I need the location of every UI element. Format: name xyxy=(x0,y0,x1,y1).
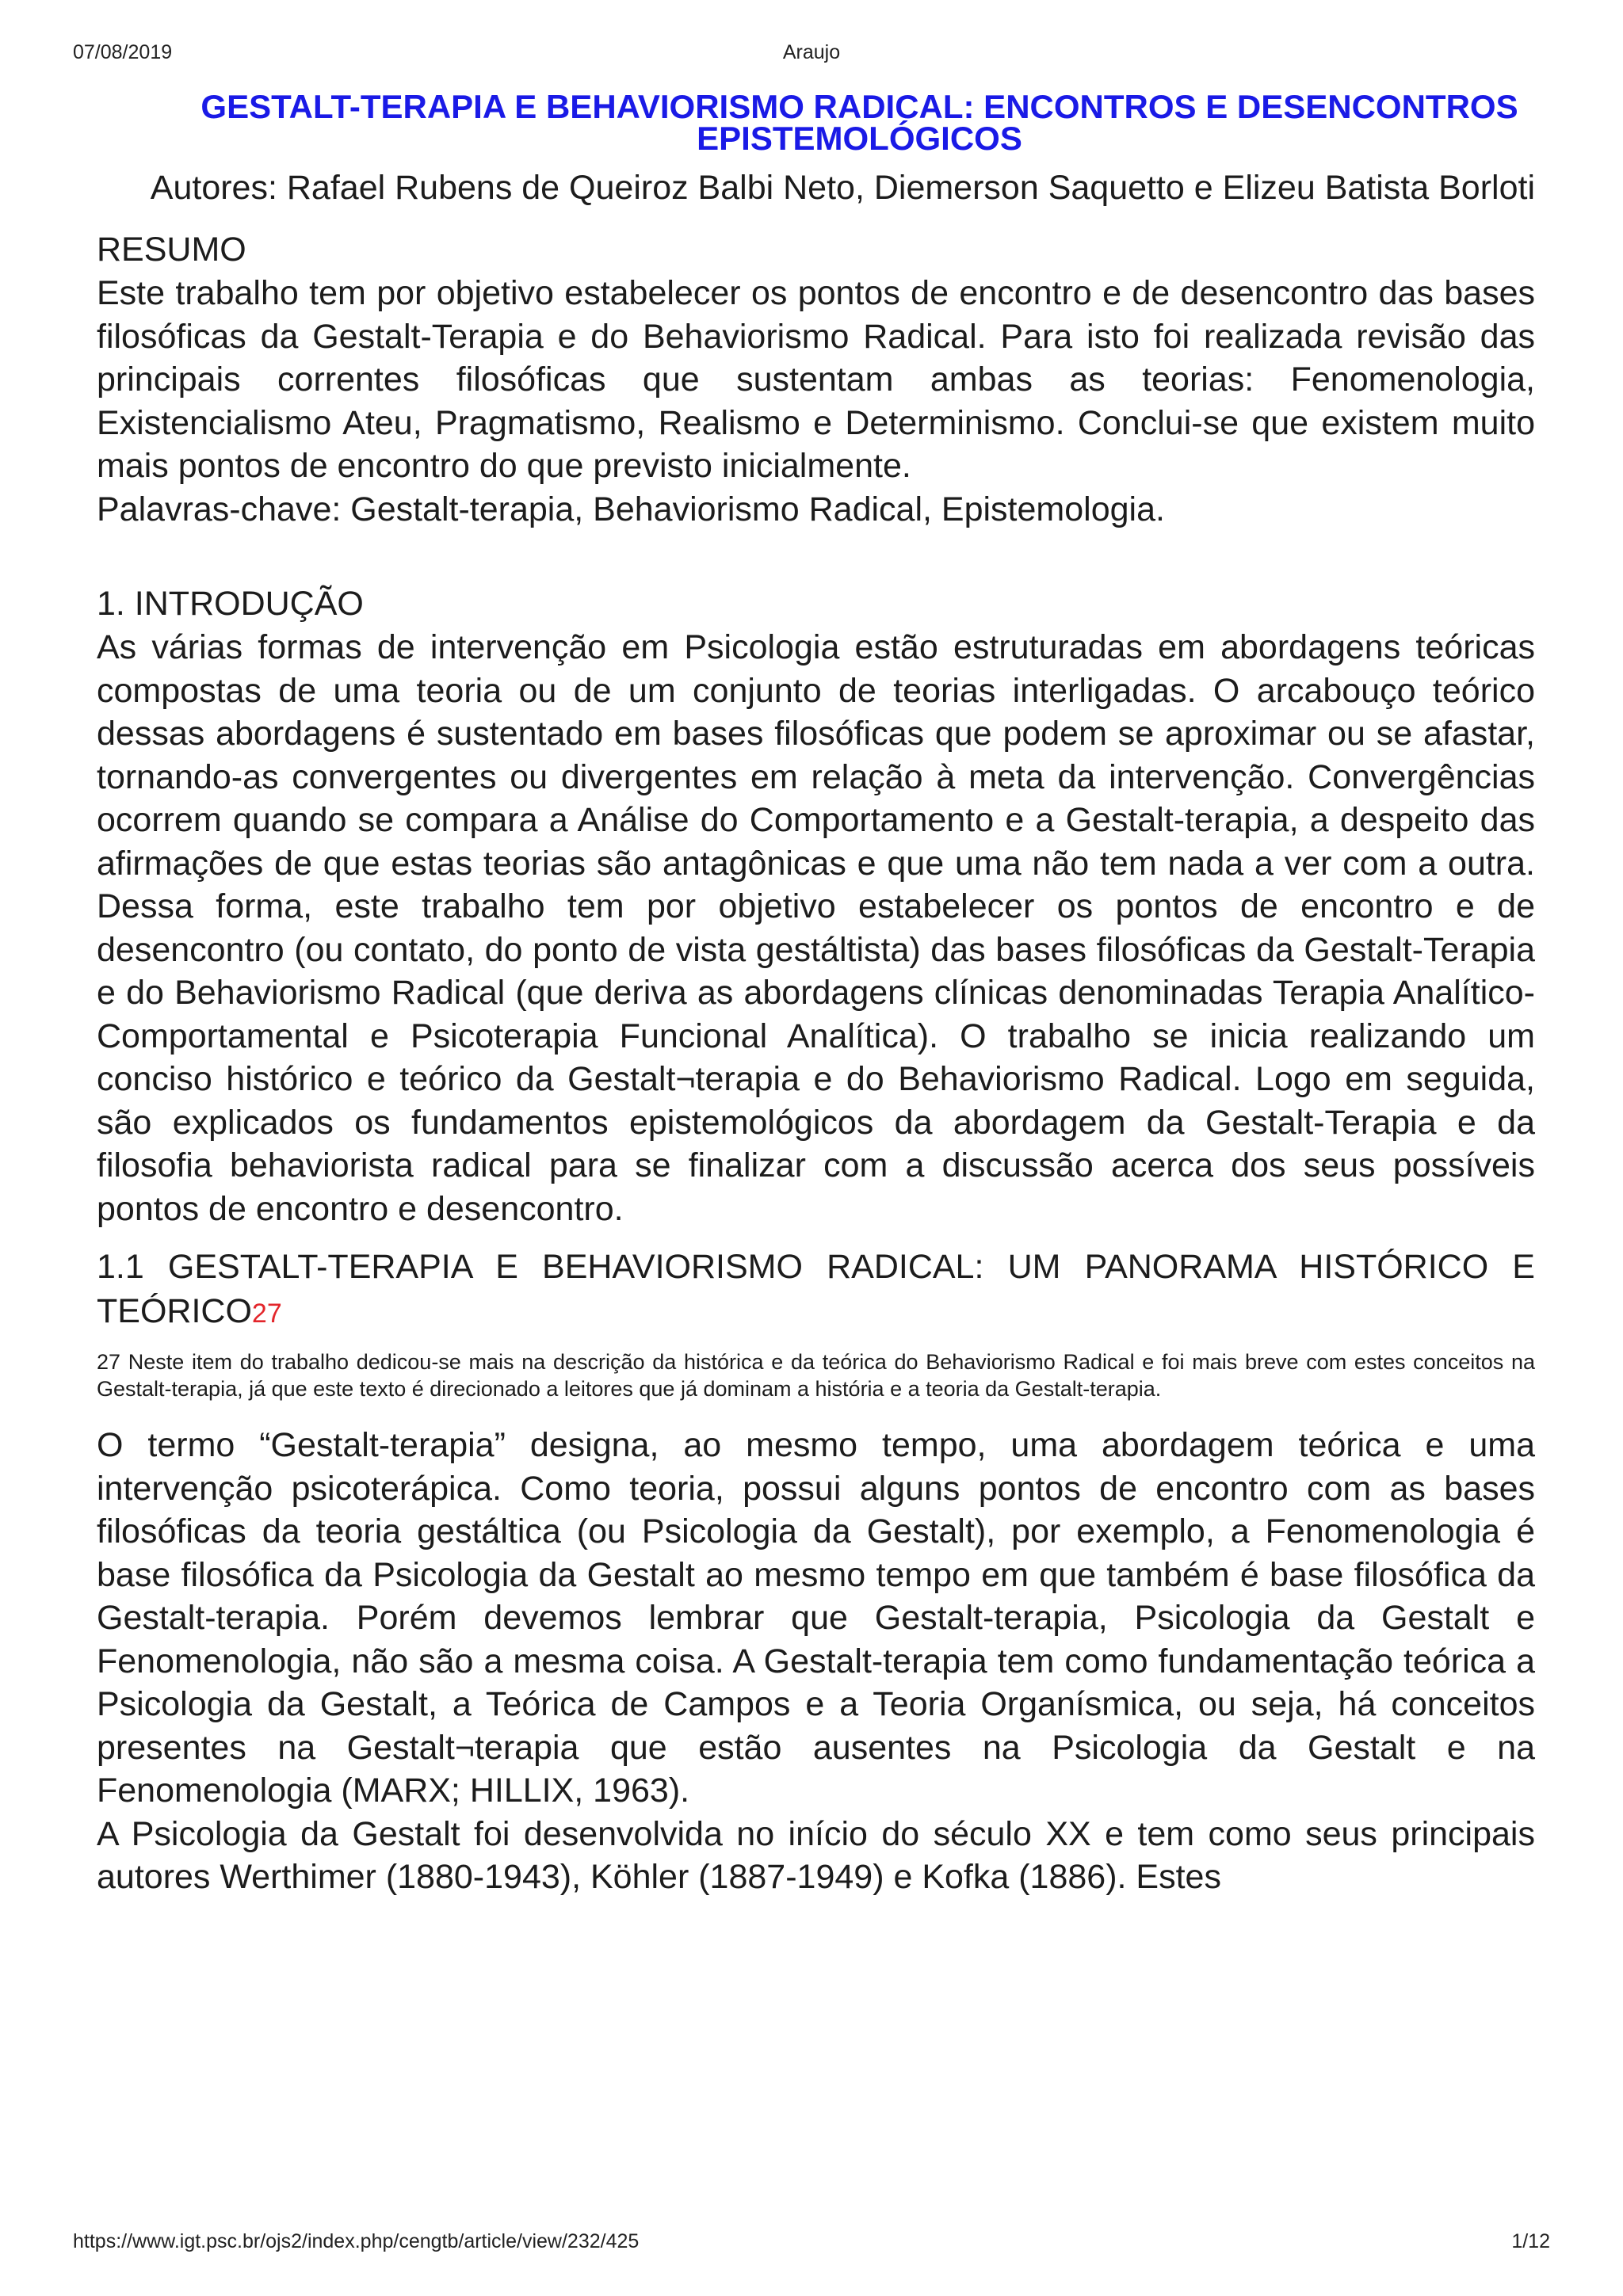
abstract-heading: RESUMO xyxy=(97,231,246,269)
print-date: 07/08/2019 xyxy=(73,41,173,63)
site-title: Araujo xyxy=(782,41,841,63)
print-footer xyxy=(0,2230,1623,2256)
subsection-heading xyxy=(97,1245,1535,1336)
paragraph-gestalt-terapia: O termo “Gestalt-terapia” designa, ao mesmo tempo, uma abordagem teórica e uma intervenção psicoterápica. Como teoria, possui alguns pontos de encontro com as bases filosóficas da teoria gestáltica (ou Psicologia da Gestalt), por exemplo, a Fenomenologia é base filosófica da Psicologia da Gestalt ao mesmo tempo em que também é base filosófica da Gestalt-terapia. Porém devemos lembrar que Gestalt-terapia, Psicologia da Gestalt e Fenomenologia, não são a mesma coisa. A Gestalt-terapia tem como fundamentação teórica a Psicologia da Gestalt, a Teórica de Campos e a Teoria Organísmica, ou seja, há conceitos presentes na Gestalt¬terapia que estão ausentes na Psicologia da Gestalt e na Fenomenologia (MARX; HILLIX, 1963). xyxy=(97,1426,1535,1810)
abstract-text: Este trabalho tem por objetivo estabelecer os pontos de encontro e de desencontro das bases filosóficas da Gestalt-Terapia e do Behaviorismo Radical. Para isto foi realizada revisão das principais correntes filosóficas que sustentam ambas as teorias: Fenomenologia, Existencialismo Ateu, Pragmatismo, Realismo e Determinismo. Conclui-se que existem muito mais pontos de encontro do que previsto inicialmente. xyxy=(97,274,1535,485)
print-header xyxy=(0,41,1623,67)
keywords: Palavras-chave: Gestalt-terapia, Behaviorismo Radical, Epistemologia. xyxy=(97,490,1165,528)
footnote: 27 Neste item do trabalho dedicou-se mais na descrição da histórica e da teórica do Behaviorismo Radical e foi mais breve com estes conceitos na Gestalt-terapia, já que este texto é direcionado a leitores que já dominam a história e a teoria da Gestalt-terapia. xyxy=(97,1350,1535,1401)
intro-heading: 1. INTRODUÇÃO xyxy=(97,585,364,623)
subsection-heading-text: 1.1 GESTALT-TERAPIA E BEHAVIORISMO RADICAL: UM PANORAMA HISTÓRICO E TEÓRICO xyxy=(97,1248,1535,1330)
page-url: https://www.igt.psc.br/ojs2/index.php/cengtb/article/view/232/425 xyxy=(73,2230,640,2252)
footnote-reference-link[interactable]: 27 xyxy=(251,1299,282,1329)
article-authors: Autores: Rafael Rubens de Queiroz Balbi Neto, Diemerson Saquetto e Elizeu Batista Borloti xyxy=(150,169,1535,207)
intro-text: As várias formas de intervenção em Psicologia estão estruturadas em abordagens teóricas compostas de uma teoria ou de um conjunto de teorias interligadas. O arcabouço teórico dessas abordagens é sustentado em bases filosóficas que podem se aproximar ou se afastar, tornando-as convergentes ou divergentes em relação à meta da intervenção. Convergências ocorrem quando se compara a Análise do Comportamento e a Gestalt-terapia, a despeito das afirmações de que estas teorias são antagônicas e que uma não tem nada a ver com a outra. Dessa forma, este trabalho tem por objetivo estabelecer os pontos de encontro e de desencontro (ou contato, do ponto de vista gestáltista) das bases filosóficas da Gestalt-Terapia e do Behaviorismo Radical (que deriva as abordagens clínicas denominadas Terapia Analítico-Comportamental e Psicoterapia Funcional Analítica). O trabalho se inicia realizando um conciso histórico e teórico da Gestalt¬terapia e do Behaviorismo Radical. Logo em seguida, são explicados os fundamentos epistemológicos da abordagem da Gestalt-Terapia e da filosofia behaviorista radical para se finalizar com a discussão acerca dos seus possíveis pontos de encontro e desencontro. xyxy=(97,628,1535,1228)
article-content xyxy=(97,88,1535,1899)
page-number: 1/12 xyxy=(1511,2230,1550,2252)
article-title: GESTALT-TERAPIA E BEHAVIORISMO RADICAL: ENCONTROS E DESENCONTROS EPISTEMOLÓGICOS xyxy=(200,88,1518,157)
paragraph-psicologia-gestalt: A Psicologia da Gestalt foi desenvolvida no início do século XX e tem como seus principais autores Werthimer (1880-1943), Köhler (1887-1949) e Kofka (1886). Estes xyxy=(97,1814,1535,1896)
